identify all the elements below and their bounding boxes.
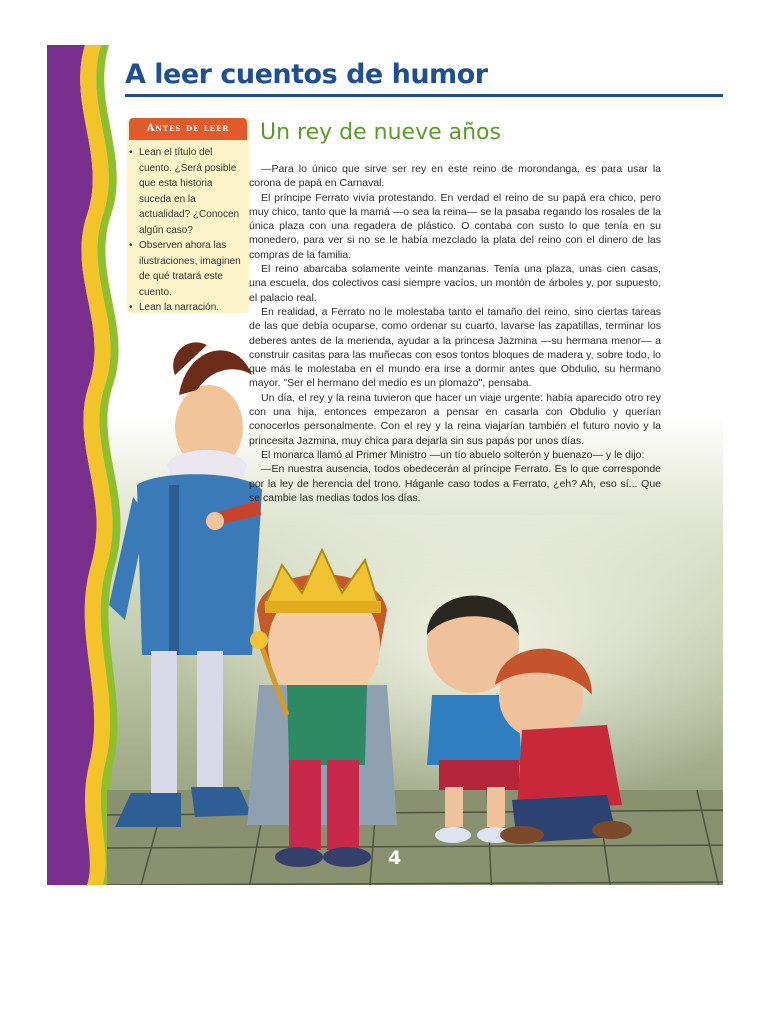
sidebar-item: • Lean la narración. [129, 300, 247, 316]
sidebar-list [129, 145, 247, 316]
page-title: A leer cuentos de humor [125, 59, 488, 90]
sidebar-item: • Lean el título del cuento. ¿Será posible que esta historia suceda en la actualidad? ¿Conocen algún caso? [129, 145, 247, 238]
prince-figure [247, 550, 397, 867]
book-page [47, 45, 723, 885]
story-paragraph: En realidad, a Ferrato no le molestaba tanto el tamaño del reino, sino ciertas tareas de las que debía ocuparse, como ordenar su cuarto, lavarse las zapatillas, terminar los deberes antes de la merienda, ayudar a la princesa Jazmina —su hermana menor— a construir casitas para las muñecas con esos tontos bloques de madera y, sobre todo, lo que más le molestaba en el mundo era irse a dormir antes que Obdulio, su hermano mayor. "Ser el hermano del medio es un plomazo", pensaba. [249, 305, 661, 390]
story-paragraph: —Para lo único que sirve ser rey en este reino de morondanga, es para usar la corona de papá en Carnaval. [249, 163, 661, 190]
story-paragraph: El reino abarcaba solamente veinte manzanas. Tenía una plaza, unas cien casas, una escuela, dos colectivos casi siempre vacíos, un montón de árboles y, por supuesto, el palacio real. [249, 263, 661, 304]
story-text [249, 162, 661, 505]
story-paragraph: El monarca llamó al Primer Ministro —un tío abuelo solterón y buenazo— y le dijo: [261, 448, 645, 461]
story-paragraph: —En nuestra ausencia, todos obedecerán al príncipe Ferrato. Es lo que corresponde por la ley de herencia del trono. Háganle caso todos a Ferrato, ¿eh? Ah, eso sí... Que se cambie las medias todos los días. [249, 463, 661, 504]
story-paragraph: El príncipe Ferrato vivía protestando. En verdad el reino de su papá era chico, pero muy chico, tanto que la mamá —o sea la reina— se la pasaba regando los rosales de la única plaza con una regadera de plástico. O contaba con susto lo que tenía en su monedero, para ver si no se le había mezclado la plata del reino con el dinero de las compras de la familia. [249, 191, 661, 261]
page-number: 4 [388, 847, 402, 869]
story-title: Un rey de nueve años [260, 120, 501, 145]
king-figure [109, 342, 262, 827]
sidebar-item: • Observen ahora las ilustraciones, imaginen de qué tratará este cuento. [129, 238, 247, 300]
sidebar-heading: Antes de leer [129, 118, 247, 140]
title-underline [125, 94, 723, 97]
story-paragraph: Un día, el rey y la reina tuvieron que hacer un viaje urgente: había aparecido otro rey con una hija, entonces empezaron a pensar en casarla con Obdulio y querían conocerlos personalmente. Con el rey y la reina viajarían también el futuro novio y la princesita Jazmina, muy chica para dejarla sin sus papás por unos días. [249, 391, 661, 447]
